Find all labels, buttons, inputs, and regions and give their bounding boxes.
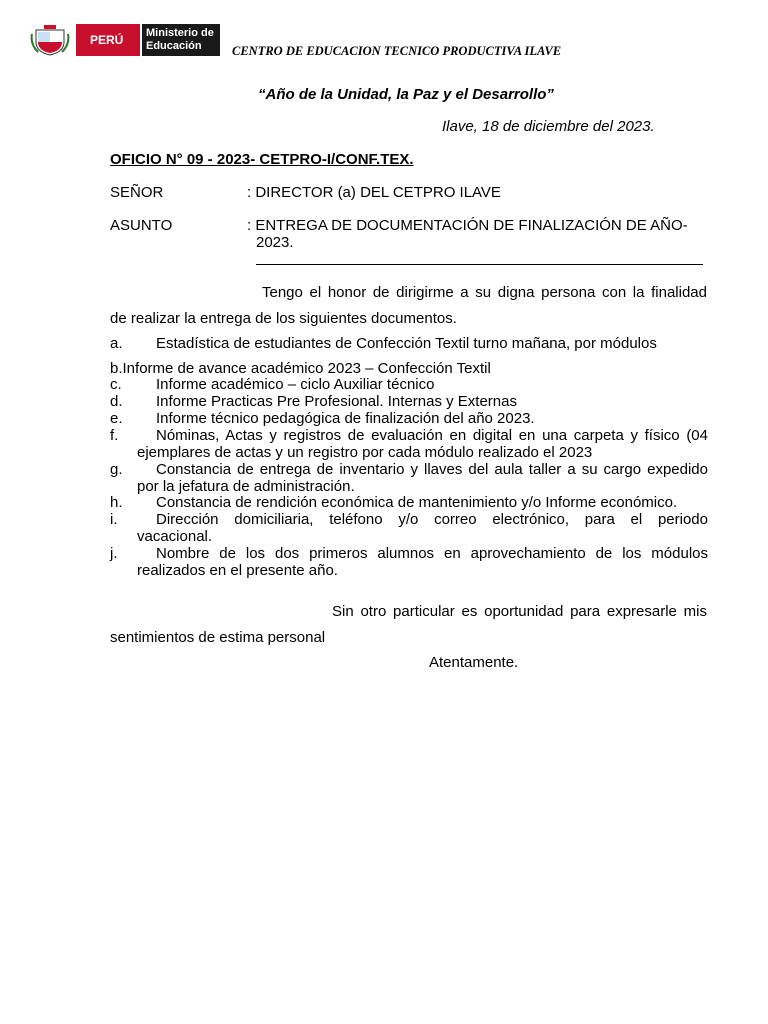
list-item: [110, 511, 708, 545]
item-letter: g.: [110, 461, 123, 478]
list-item: [110, 393, 710, 410]
intro-line2: de realizar la entrega de los siguientes documentos.: [110, 310, 457, 327]
subject-line2: 2023.: [256, 234, 294, 251]
item-text: Informe académico – ciclo Auxiliar técnico: [156, 376, 435, 393]
item-text-line1: Nombre de los dos primeros alumnos en aprovechamiento de los módulos: [156, 545, 708, 562]
closing-line2: sentimientos de estima personal: [110, 629, 326, 646]
item-text-line1: Dirección domiciliaria, teléfono y/o correo electrónico, para el periodo: [156, 511, 708, 528]
item-letter: e.: [110, 410, 123, 427]
recipient-label: SEÑOR: [110, 184, 164, 201]
item-text-line2: realizados en el presente año.: [137, 562, 338, 579]
ministry-logo: [30, 24, 220, 56]
logo-ministry-line2: Educación: [146, 40, 202, 52]
item-text-line1: Nóminas, Actas y registros de evaluación en digital en una carpeta y físico (04: [156, 427, 708, 444]
item-letter: b.: [110, 360, 123, 377]
item-text: Estadística de estudiantes de Confección Textil turno mañana, por módulos: [156, 335, 657, 352]
logo-ministry-line1: Ministerio de: [146, 27, 214, 39]
item-text-line2: ejemplares de actas y un registro por cada módulo realizado el 2023: [137, 444, 593, 461]
intro-line1: Tengo el honor de dirigirme a su digna persona con la finalidad: [262, 284, 707, 301]
item-letter: d.: [110, 393, 123, 410]
signoff: Atentamente.: [429, 654, 519, 671]
place-date: Ilave, 18 de diciembre del 2023.: [442, 118, 655, 135]
item-text: Informe de avance académico 2023 – Confección Textil: [122, 360, 491, 377]
subject-label: ASUNTO: [110, 217, 173, 234]
item-text-line1: Constancia de entrega de inventario y llaves del aula taller a su cargo expedido: [156, 461, 708, 478]
list-item: [110, 427, 708, 461]
closing-line1: Sin otro particular es oportunidad para expresarle mis: [332, 603, 707, 620]
list-item: [110, 494, 710, 511]
oficio-number: OFICIO N° 09 - 2023- CETPRO-I/CONF.TEX.: [110, 151, 414, 168]
item-letter: f.: [110, 427, 119, 444]
year-motto: “Año de la Unidad, la Paz y el Desarrollo”: [258, 86, 554, 103]
item-letter: j.: [110, 545, 118, 562]
item-letter: c.: [110, 376, 122, 393]
list-item: [110, 376, 710, 393]
list-item: [110, 410, 710, 427]
list-item: [110, 360, 491, 377]
list-item: [110, 461, 708, 495]
item-letter: h.: [110, 494, 123, 511]
item-text-line2: vacacional.: [137, 528, 213, 545]
item-letter: i.: [110, 511, 118, 528]
subject-line1: : ENTREGA DE DOCUMENTACIÓN DE FINALIZACIÓN DE AÑO-: [247, 217, 688, 234]
item-letter: a.: [110, 335, 123, 352]
recipient-value: : DIRECTOR (a) DEL CETPRO ILAVE: [247, 184, 501, 201]
item-text: Informe Practicas Pre Profesional. Internas y Externas: [156, 393, 517, 410]
list-item: [110, 545, 708, 579]
item-text: Constancia de rendición económica de mantenimiento y/o Informe económico.: [156, 494, 678, 511]
institution-header: CENTRO DE EDUCACION TECNICO PRODUCTIVA ILAVE: [232, 44, 562, 58]
item-text: Informe técnico pedagógica de finalización del año 2023.: [156, 410, 535, 427]
list-item: [110, 335, 710, 352]
item-text-line2: por la jefatura de administración.: [137, 478, 355, 495]
subject-rule: [256, 264, 703, 265]
logo-country-text: PERÚ: [90, 33, 124, 47]
